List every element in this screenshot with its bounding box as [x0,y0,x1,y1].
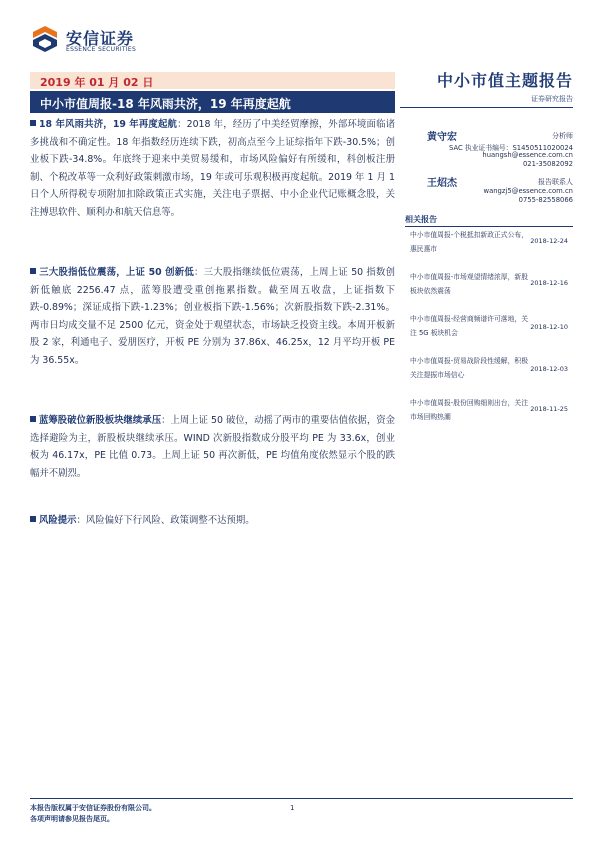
related-report-item[interactable] [405,229,573,271]
square-bullet-icon [30,416,36,422]
analyst-1-name: 黄守宏 [427,132,457,143]
paragraph-3-lead: 蓝筹股破位新股板块继续承压 [39,415,162,426]
analyst-2-email[interactable]: wangzj5@essence.com.cn [483,187,573,195]
related-report-item[interactable] [405,271,573,313]
analyst-2-phone: 0755-82558066 [518,196,573,204]
company-logo [30,24,160,60]
report-subtype: 证券研究报告 [531,95,573,103]
related-report-date: 2018-11-25 [530,405,568,413]
square-bullet-icon [30,268,36,274]
square-bullet-icon [30,120,36,126]
related-report-item[interactable] [405,397,573,439]
paragraph-2 [30,264,395,369]
related-reports-header: 相关报告 [405,215,437,224]
analyst-1-phone: 021-35082092 [522,160,573,168]
report-type-divider [400,107,573,108]
footer-disclaimer: 各项声明请参见报告尾页。 [30,815,114,823]
page-number: 1 [290,804,295,812]
report-type: 中小市值主题报告 [436,71,573,90]
title-bar [30,91,395,113]
related-reports-divider [405,226,573,227]
analyst-2-name: 王炤杰 [427,178,457,189]
brand-name-en: ESSENCE SECURITIES [66,46,137,53]
paragraph-1-text: ：2018 年，经历了中美经贸摩擦，外部环境面临诸多挑战和不确定性。18 年指数经历连续下跌，初高点至今上证综指年下跌-30.5%；创业板下跌-34.8%。年底终于迎来中美贸易缓和，市场风险偏好有所缓和，科创板注册制、个税改革等一众利好政策刺激市场，19 年或可乐观积极再度起航。2019 年 1 月 1 日个人所得税专项附加扣除政策正式实施，关注电子票据、中小企业代记账概念股，关注搏思软件、顺利办和航天信息等。 [30,119,395,218]
related-report-title[interactable]: 中小市值周报-经营商频谱许可落地，关注 5G 板块机会 [410,315,528,337]
paragraph-1-lead: 18 年风雨共济，19 年再度起航 [39,119,178,130]
related-report-title[interactable]: 中小市值周报-股份回购细则出台，关注市场回购热潮 [410,399,528,421]
analyst-1-cert: SAC 执业证书编号：S1450511020024 [449,144,573,152]
square-bullet-icon [30,516,36,522]
footer-divider [30,798,573,799]
paragraph-4-lead: 风险提示 [39,515,77,526]
related-report-title[interactable]: 中小市值周报-市场观望情绪浓厚，新股板块依然震荡 [410,273,528,295]
related-report-date: 2018-12-03 [530,365,568,373]
analyst-1-role: 分析师 [552,132,573,140]
report-title: 中小市值周报-18 年风雨共济，19 年再度起航 [40,97,291,111]
related-report-date: 2018-12-10 [530,323,568,331]
date-bar [30,72,395,89]
paragraph-2-lead: 三大股指低位震荡，上证 50 创新低 [39,267,195,278]
footer-copyright: 本报告版权属于安信证券股份有限公司。 [30,804,156,812]
paragraph-4-text: ：风险偏好下行风险、政策调整不达预期。 [76,515,255,526]
analyst-1-email[interactable]: huangsh@essence.com.cn [482,151,573,159]
related-report-item[interactable] [405,313,573,355]
brand-name: 安信证券 [66,29,135,48]
paragraph-2-text: ：三大股指继续低位震荡，上周上证 50 指数创新低触底 2256.47 点，蓝筹股遭受重创拖累指数。截至周五收盘，上证指数下跌-0.89%；深证成指下跌-1.23%；创业板指下跌-1.56%；次新股指数下跌-2.31%。两市日均成交量不足 2500 亿元，资金处于观望状态，市场缺乏投资主线。本周开板新股 2 家，利通电子、爱朋医疗，开板 PE 分别为 37.86x、46.25x，12 月平均开板 PE 为 36.55x。 [30,267,395,366]
essence-logo-icon [30,24,60,54]
paragraph-3 [30,412,395,482]
related-report-title[interactable]: 中小市值周报-贸易战阶段性缓解，积极关注提振市场信心 [410,357,528,379]
paragraph-3-text: ：上周上证 50 破位，动摇了两市的重要估值依据，资金选择避险为主，新股板块继续承压。WIND 次新股指数成分股平均 PE 为 33.6x，创业板为 46.17x，PE 比值 0.73。上周上证 50 再次新低，PE 均值角度依然显示个股的跌幅并不剧烈。 [30,415,395,479]
related-report-title[interactable]: 中小市值周报-个税抵扣新政正式公布，惠民惠市 [410,231,528,253]
analyst-2-role: 报告联系人 [538,178,573,186]
related-report-item[interactable] [405,355,573,397]
paragraph-4 [30,512,395,530]
analyst-1 [405,128,573,170]
related-report-date: 2018-12-24 [530,237,568,245]
paragraph-1 [30,116,395,221]
analyst-2 [405,174,573,206]
report-date: 2019 年 01 月 02 日 [40,76,154,89]
related-report-date: 2018-12-16 [530,279,568,287]
